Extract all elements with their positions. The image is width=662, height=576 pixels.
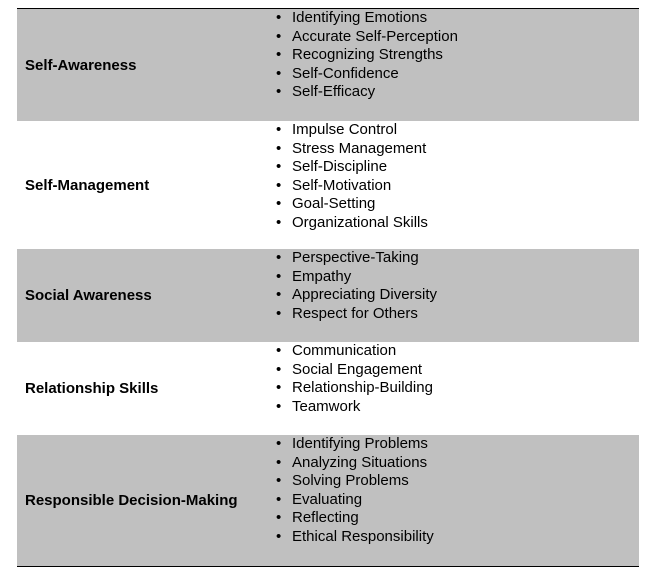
list-item: • Communication — [292, 342, 433, 361]
list-item: • Appreciating Diversity — [292, 286, 437, 305]
skills-cell — [275, 249, 437, 342]
table-row — [17, 9, 639, 121]
list-item: • Analyzing Situations — [292, 454, 434, 473]
skills-cell — [275, 342, 433, 435]
list-item: • Empathy — [292, 268, 437, 287]
list-item: • Teamwork — [292, 398, 433, 417]
list-item: • Respect for Others — [292, 305, 437, 324]
list-item: • Impulse Control — [292, 121, 428, 140]
list-item: • Identifying Problems — [292, 435, 434, 454]
competency-label: Social Awareness — [25, 287, 152, 304]
list-item: • Relationship-Building — [292, 379, 433, 398]
list-item: • Identifying Emotions — [292, 9, 458, 28]
skills-cell — [275, 435, 434, 566]
list-item: • Recognizing Strengths — [292, 46, 458, 65]
competency-label: Self-Management — [25, 176, 150, 194]
skills-list — [275, 121, 428, 233]
competencies-table — [17, 8, 639, 567]
skills-list — [275, 249, 437, 323]
skills-list — [275, 435, 434, 547]
list-item: • Accurate Self-Perception — [292, 28, 458, 47]
table-row — [17, 435, 639, 566]
list-item: • Evaluating — [292, 491, 434, 510]
list-item: • Stress Management — [292, 140, 428, 159]
list-item: • Self-Motivation — [292, 177, 428, 196]
list-item: • Perspective-Taking — [292, 249, 437, 268]
competency-label: Relationship Skills — [25, 380, 159, 397]
list-item: • Ethical Responsibility — [292, 528, 434, 547]
list-item: • Self-Efficacy — [292, 83, 458, 102]
list-item: • Social Engagement — [292, 361, 433, 380]
skills-list — [275, 9, 458, 102]
list-item: • Organizational Skills — [292, 214, 428, 233]
competency-label: Self-Awareness — [25, 56, 137, 74]
table-row — [17, 121, 639, 249]
list-item: • Self-Confidence — [292, 65, 458, 84]
table-row — [17, 249, 639, 342]
skills-list — [275, 342, 433, 416]
list-item: • Goal-Setting — [292, 195, 428, 214]
list-item: • Reflecting — [292, 509, 434, 528]
table-row — [17, 342, 639, 435]
list-item: • Self-Discipline — [292, 158, 428, 177]
list-item: • Solving Problems — [292, 472, 434, 491]
competency-label: Responsible Decision-Making — [25, 492, 238, 509]
skills-cell — [275, 9, 458, 121]
skills-cell — [275, 121, 428, 249]
